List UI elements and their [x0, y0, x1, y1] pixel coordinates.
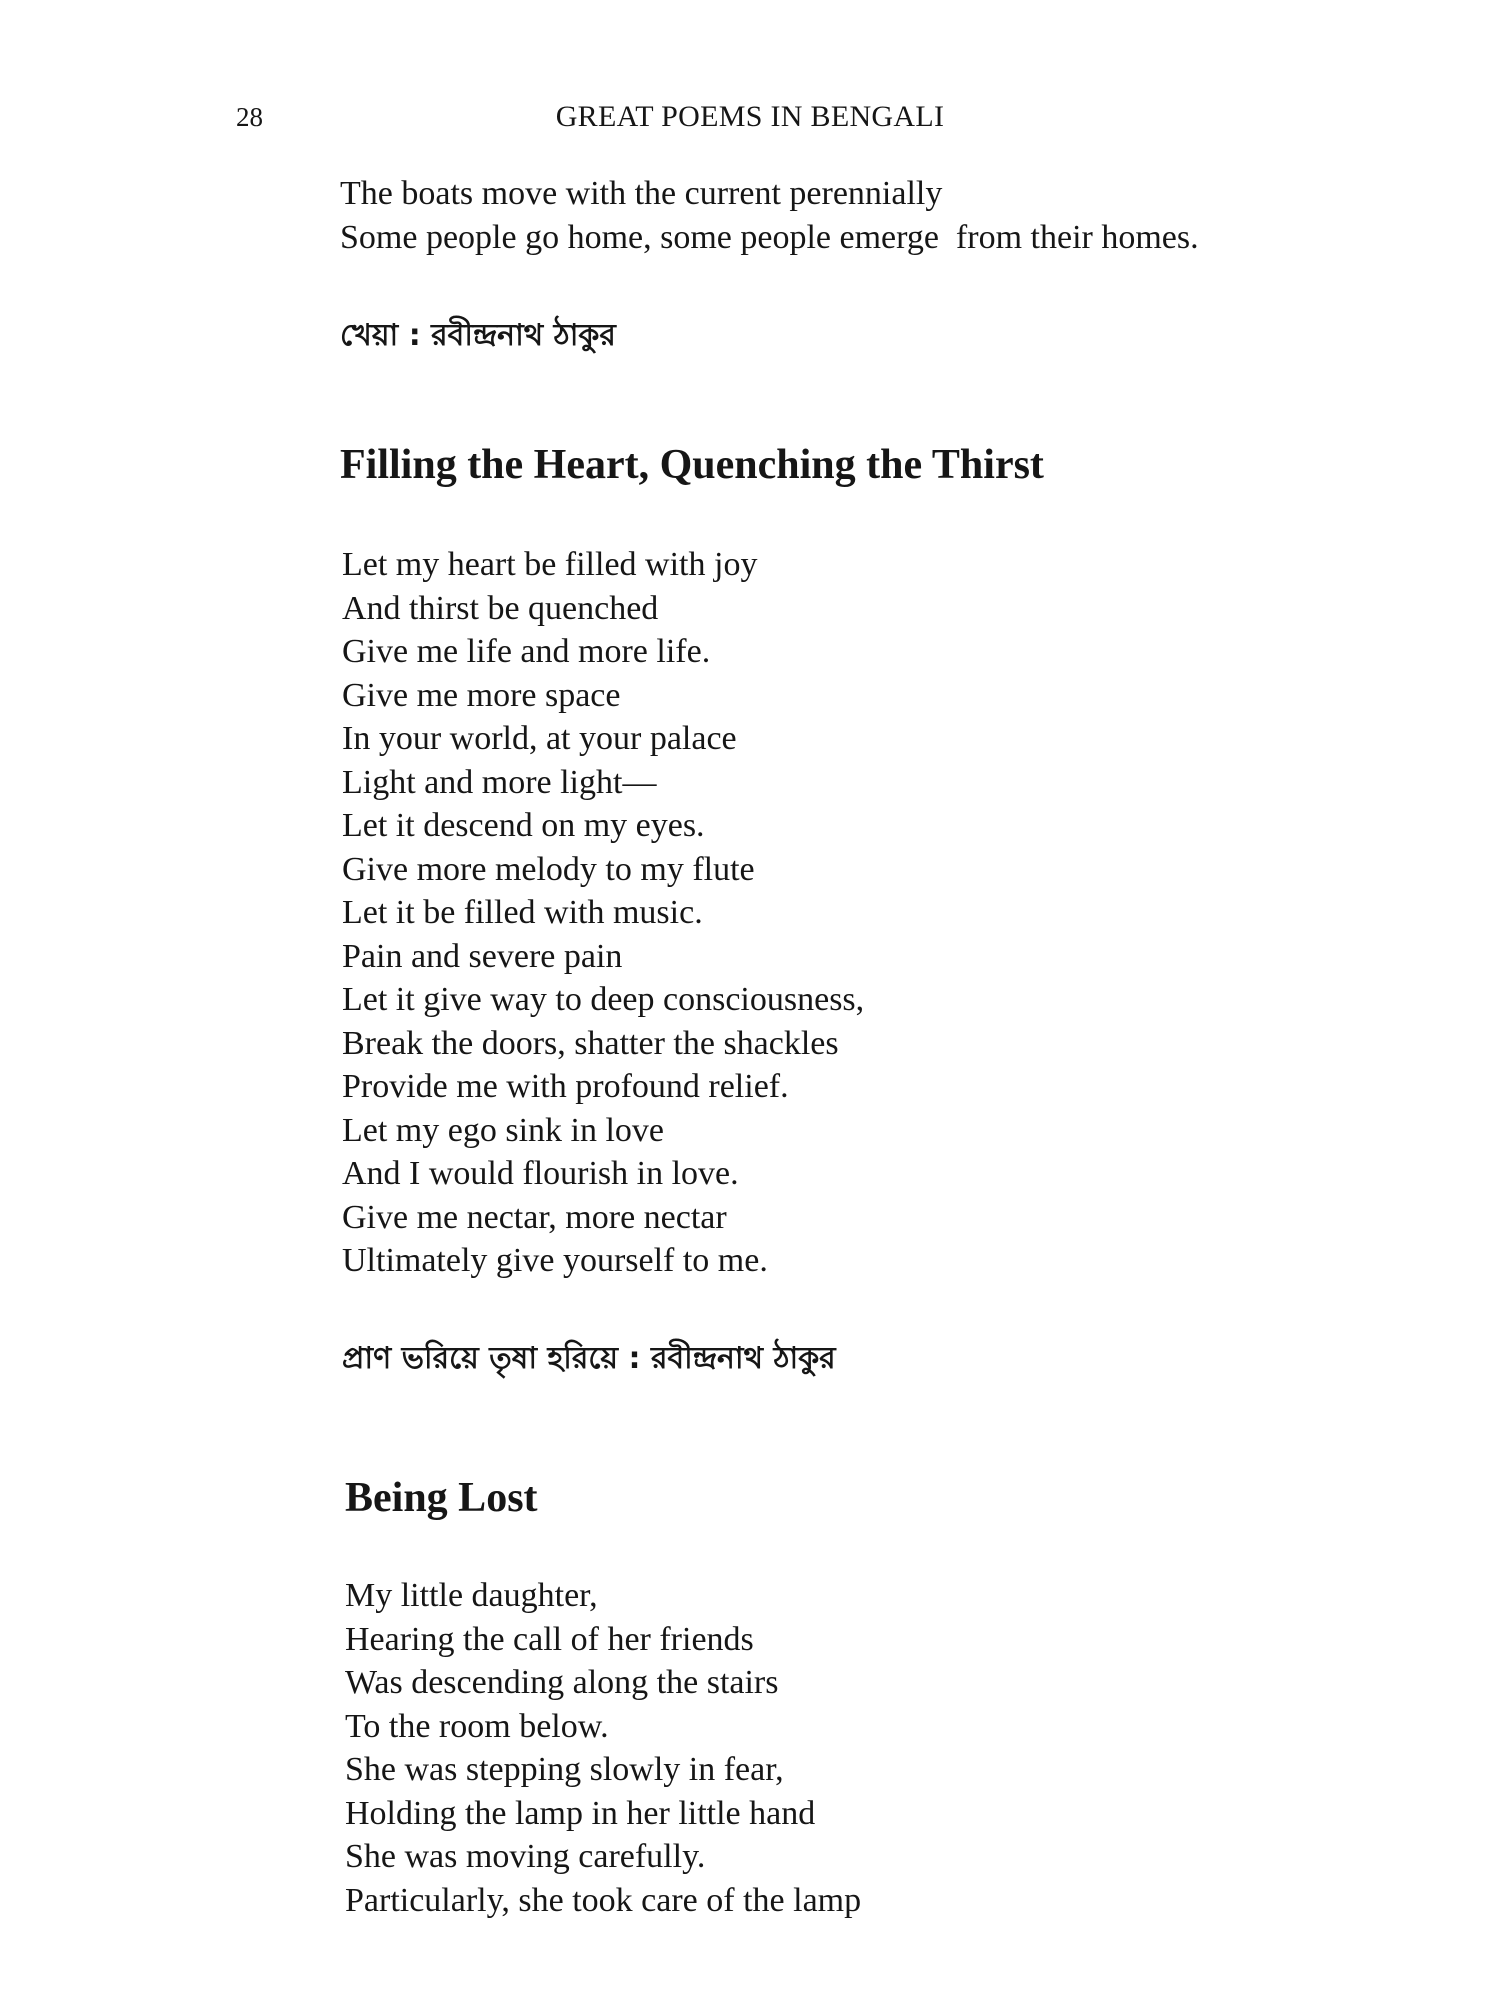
poem-line: Let it descend on my eyes. — [342, 807, 705, 844]
poem-line: Hearing the call of her friends — [345, 1620, 754, 1658]
poem-line: Break the doors, shatter the shackles — [342, 1024, 839, 1062]
poem-line: Pain and severe pain — [342, 937, 623, 975]
poem-line: And thirst be quenched — [342, 589, 659, 627]
poem-line: Ultimately give yourself to me. — [342, 1242, 768, 1279]
poem-line: Provide me with profound relief. — [342, 1068, 789, 1105]
poem-body — [345, 1574, 861, 1922]
running-header — [0, 100, 1500, 134]
poem-line: The boats move with the current perennially — [340, 175, 943, 212]
poem-title: Being Lost — [345, 1475, 538, 1521]
poem-line: Light and more light— — [342, 763, 657, 801]
poem-line: Let my heart be filled with joy — [342, 546, 758, 583]
poem-line: She was stepping slowly in fear, — [345, 1751, 784, 1788]
poem-line: Some people go home, some people emerge from their homes. — [340, 218, 1199, 256]
continued-poem — [340, 172, 1199, 259]
poem-line: Give me nectar, more nectar — [342, 1198, 727, 1236]
poem-title: Filling the Heart, Quenching the Thirst — [340, 442, 1044, 488]
poem-line: My little daughter, — [345, 1577, 598, 1614]
poem-line: And I would flourish in love. — [342, 1155, 739, 1192]
poem-line: In your world, at your palace — [342, 720, 737, 757]
running-title: GREAT POEMS IN BENGALI — [555, 100, 945, 133]
poem-line: Let it give way to deep consciousness, — [342, 981, 865, 1018]
poem-source: খেয়া : রবীন্দ্রনাথ ঠাকুর — [340, 318, 616, 353]
page-number: 28 — [236, 102, 263, 132]
poem-line: Particularly, she took care of the lamp — [345, 1881, 862, 1919]
poem-line: To the room below. — [345, 1707, 609, 1745]
poem-line: Holding the lamp in her little hand — [345, 1794, 816, 1832]
poem-body — [342, 543, 864, 1283]
poem-source: প্রাণ ভরিয়ে তৃষা হরিয়ে : রবীন্দ্রনাথ ঠাকুর — [342, 1341, 836, 1376]
poem-line: Was descending along the stairs — [345, 1664, 779, 1701]
poem-line: Give me life and more life. — [342, 633, 711, 670]
poem-line: Give more melody to my flute — [342, 850, 755, 888]
poem-line: Let it be filled with music. — [342, 894, 703, 931]
poem-line: She was moving carefully. — [345, 1838, 706, 1875]
poem-line: Let my ego sink in love — [342, 1111, 665, 1149]
poem-line: Give me more space — [342, 676, 621, 714]
